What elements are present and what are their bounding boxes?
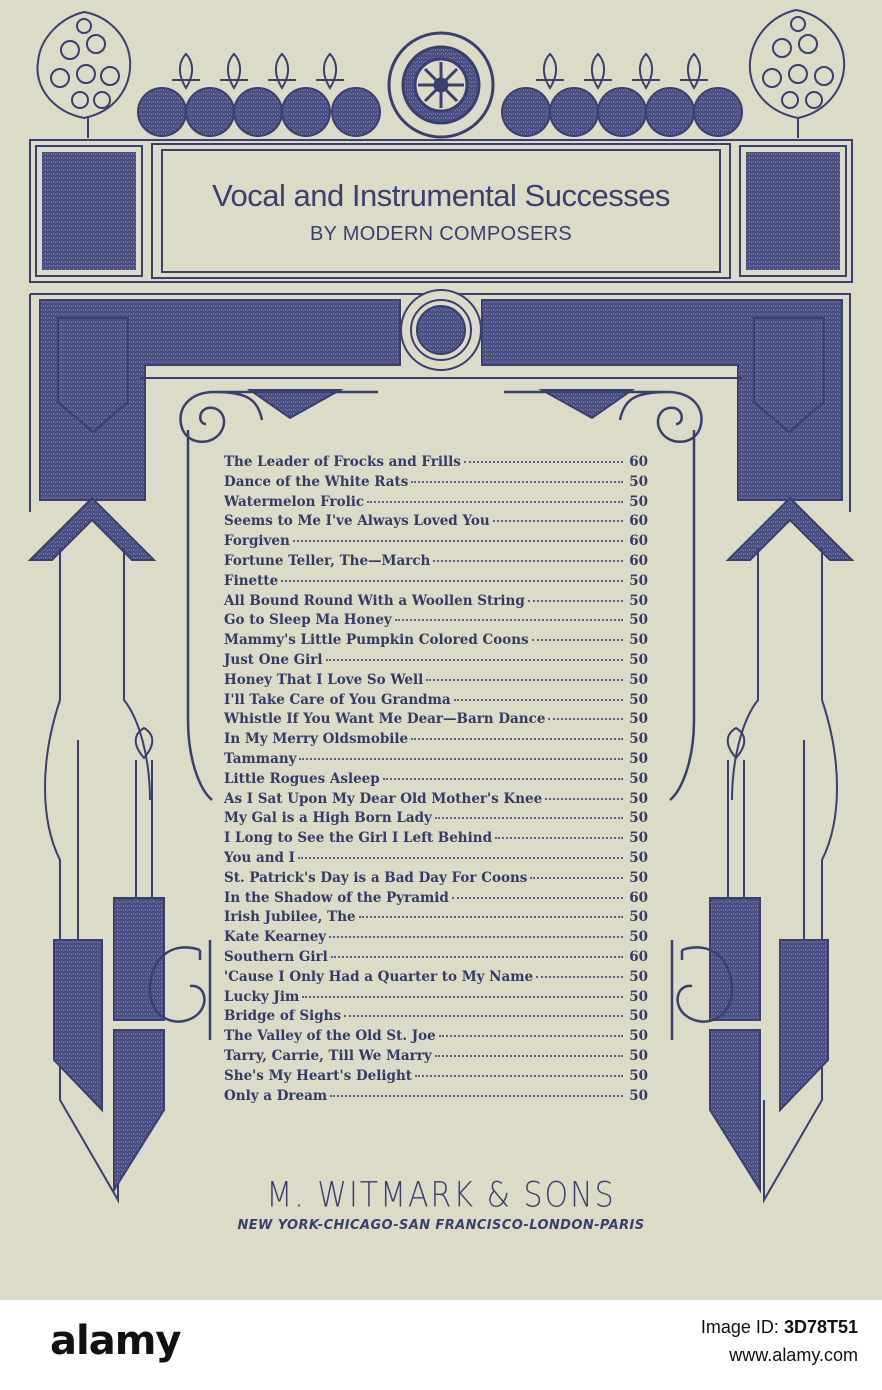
song-entry xyxy=(224,711,648,731)
image-id-label: Image ID: xyxy=(700,1317,779,1337)
song-price: 60 xyxy=(629,552,648,569)
page-subtitle: BY MODERN COMPOSERS xyxy=(309,223,573,245)
song-title: Seems to Me I've Always Loved You xyxy=(224,513,490,530)
song-price: 50 xyxy=(629,632,648,649)
song-title: Whistle If You Want Me Dear—Barn Dance xyxy=(224,711,546,728)
song-title: Lucky Jim xyxy=(224,988,300,1005)
dot-leader xyxy=(359,916,623,918)
song-entry xyxy=(224,870,648,890)
dot-leader xyxy=(528,600,623,602)
dot-leader xyxy=(464,461,623,463)
song-title: Southern Girl xyxy=(224,948,328,965)
arch-medallion-icon xyxy=(401,290,481,370)
title-cartouche xyxy=(165,152,717,270)
song-price: 50 xyxy=(629,572,648,589)
dot-leader xyxy=(281,580,623,582)
dot-leader xyxy=(530,877,623,879)
song-entry xyxy=(224,612,648,632)
dot-leader xyxy=(411,738,623,740)
dot-leader xyxy=(452,897,623,899)
song-price: 50 xyxy=(629,849,648,866)
dot-leader xyxy=(435,817,623,819)
song-title: Just One Girl xyxy=(224,651,323,668)
dot-leader xyxy=(293,540,623,542)
song-price: 50 xyxy=(629,929,648,946)
song-price: 50 xyxy=(629,1047,648,1064)
song-price: 60 xyxy=(629,889,648,906)
publisher-cities: NEW YORK-CHICAGO-SAN FRANCISCO-LONDON-PARIS xyxy=(237,1218,645,1233)
song-price: 50 xyxy=(629,493,648,510)
dot-leader xyxy=(426,679,623,681)
song-entry xyxy=(224,909,648,929)
song-price: 60 xyxy=(629,454,648,470)
song-title: Fortune Teller, The—March xyxy=(224,552,431,569)
dot-leader xyxy=(329,936,623,938)
tree-left-icon xyxy=(37,12,130,138)
song-entry xyxy=(224,672,648,692)
song-entry xyxy=(224,573,648,593)
song-title: Finette xyxy=(224,572,279,589)
song-title: I Long to See the Girl I Left Behind xyxy=(224,830,493,847)
dot-leader xyxy=(299,758,623,760)
song-title: Kate Kearney xyxy=(224,929,327,946)
dot-leader xyxy=(435,1055,623,1057)
dot-leader xyxy=(532,639,623,641)
song-title: Little Rogues Asleep xyxy=(224,770,380,787)
song-entry xyxy=(224,513,648,533)
song-title: As I Sat Upon My Dear Old Mother's Knee xyxy=(224,790,543,807)
song-title: Honey That I Love So Well xyxy=(224,671,424,688)
song-entry xyxy=(224,454,648,474)
circle-row-right xyxy=(502,88,742,136)
dot-leader xyxy=(415,1075,623,1077)
song-price: 50 xyxy=(629,869,648,886)
song-title: She's My Heart's Delight xyxy=(224,1067,412,1084)
page-title: Vocal and Instrumental Successes xyxy=(212,178,670,213)
song-price: 50 xyxy=(629,830,648,847)
song-price: 50 xyxy=(629,750,648,767)
song-entry xyxy=(224,771,648,791)
song-price: 50 xyxy=(629,671,648,688)
song-title: 'Cause I Only Had a Quarter to My Name xyxy=(224,968,534,985)
dot-leader xyxy=(298,857,623,859)
song-price: 50 xyxy=(629,909,648,926)
song-price: 50 xyxy=(629,731,648,748)
song-title: The Leader of Frocks and Frills xyxy=(224,454,461,470)
song-title: St. Patrick's Day is a Bad Day For Coons xyxy=(224,869,528,886)
song-price: 50 xyxy=(629,473,648,490)
song-entry xyxy=(224,731,648,751)
song-title: Tammany xyxy=(224,750,297,767)
song-price: 50 xyxy=(629,1067,648,1084)
song-title: In My Merry Oldsmobile xyxy=(224,731,409,748)
dot-leader xyxy=(495,837,623,839)
song-title: My Gal is a High Born Lady xyxy=(224,810,432,827)
song-title: Tarry, Carrie, Till We Marry xyxy=(224,1047,432,1064)
song-title: Watermelon Frolic xyxy=(224,493,365,510)
stock-site: www.alamy.com xyxy=(729,1344,858,1365)
song-entry xyxy=(224,1048,648,1068)
song-entry xyxy=(224,474,648,494)
dot-leader xyxy=(367,501,623,503)
song-entry xyxy=(224,810,648,830)
song-price: 50 xyxy=(629,790,648,807)
dot-leader xyxy=(536,976,623,978)
song-entry xyxy=(224,1008,648,1028)
dot-leader xyxy=(545,798,623,800)
song-title: All Bound Round With a Woollen String xyxy=(224,592,525,609)
dot-leader xyxy=(344,1015,623,1017)
song-price: 60 xyxy=(629,948,648,965)
song-entry xyxy=(224,949,648,969)
song-entry xyxy=(224,751,648,771)
song-title: I'll Take Care of You Grandma xyxy=(224,691,451,708)
song-entry xyxy=(224,553,648,573)
song-entry xyxy=(224,929,648,949)
song-list xyxy=(224,454,648,1107)
song-price: 50 xyxy=(629,968,648,985)
song-title: Mammy's Little Pumpkin Colored Coons xyxy=(224,632,529,649)
song-title: Dance of the White Rats xyxy=(224,473,409,490)
song-price: 50 xyxy=(629,651,648,668)
song-entry xyxy=(224,1068,648,1088)
tree-right-icon xyxy=(750,10,844,138)
dot-leader xyxy=(548,718,623,720)
song-entry xyxy=(224,1028,648,1048)
dot-leader xyxy=(395,619,623,621)
song-entry xyxy=(224,791,648,811)
dot-leader xyxy=(331,956,623,958)
stock-image-info xyxy=(701,1314,858,1370)
stock-logo: alamy xyxy=(50,1318,181,1364)
rosette-medallion-icon xyxy=(389,33,493,137)
dot-leader xyxy=(433,560,623,562)
song-price: 50 xyxy=(629,988,648,1005)
song-price: 50 xyxy=(629,711,648,728)
song-title: You and I xyxy=(224,849,296,866)
song-price: 50 xyxy=(629,1087,648,1104)
circle-row-left xyxy=(138,88,380,136)
dot-leader xyxy=(493,520,623,522)
song-title: Bridge of Sighs xyxy=(224,1008,342,1025)
song-price: 50 xyxy=(629,770,648,787)
song-entry xyxy=(224,969,648,989)
dot-leader xyxy=(454,699,623,701)
song-title: Only a Dream xyxy=(224,1087,328,1104)
song-price: 50 xyxy=(629,612,648,629)
song-entry xyxy=(224,533,648,553)
song-price: 60 xyxy=(629,533,648,550)
song-title: Go to Sleep Ma Honey xyxy=(224,612,392,629)
dot-leader xyxy=(383,778,623,780)
song-title: In the Shadow of the Pyramid xyxy=(224,889,449,906)
song-title: Forgiven xyxy=(224,533,290,550)
publisher-name: M. WITMARK & SONS xyxy=(266,1175,616,1216)
song-entry xyxy=(224,850,648,870)
song-entry xyxy=(224,593,648,613)
song-price: 50 xyxy=(629,810,648,827)
song-entry xyxy=(224,692,648,712)
song-price: 50 xyxy=(629,592,648,609)
song-entry xyxy=(224,494,648,514)
dot-leader xyxy=(439,1035,623,1037)
song-price: 50 xyxy=(629,1008,648,1025)
song-entry xyxy=(224,632,648,652)
song-entry xyxy=(224,652,648,672)
song-entry xyxy=(224,1088,648,1108)
song-price: 50 xyxy=(629,1028,648,1045)
dot-leader xyxy=(302,996,623,998)
dot-leader xyxy=(330,1095,623,1097)
image-id: 3D78T51 xyxy=(783,1317,858,1337)
song-entry xyxy=(224,989,648,1009)
song-entry xyxy=(224,830,648,850)
song-entry xyxy=(224,890,648,910)
dot-leader xyxy=(326,659,623,661)
song-title: The Valley of the Old St. Joe xyxy=(224,1028,436,1045)
dot-leader xyxy=(411,481,623,483)
song-price: 60 xyxy=(629,513,648,530)
song-title: Irish Jubilee, The xyxy=(224,909,356,926)
song-price: 50 xyxy=(629,691,648,708)
